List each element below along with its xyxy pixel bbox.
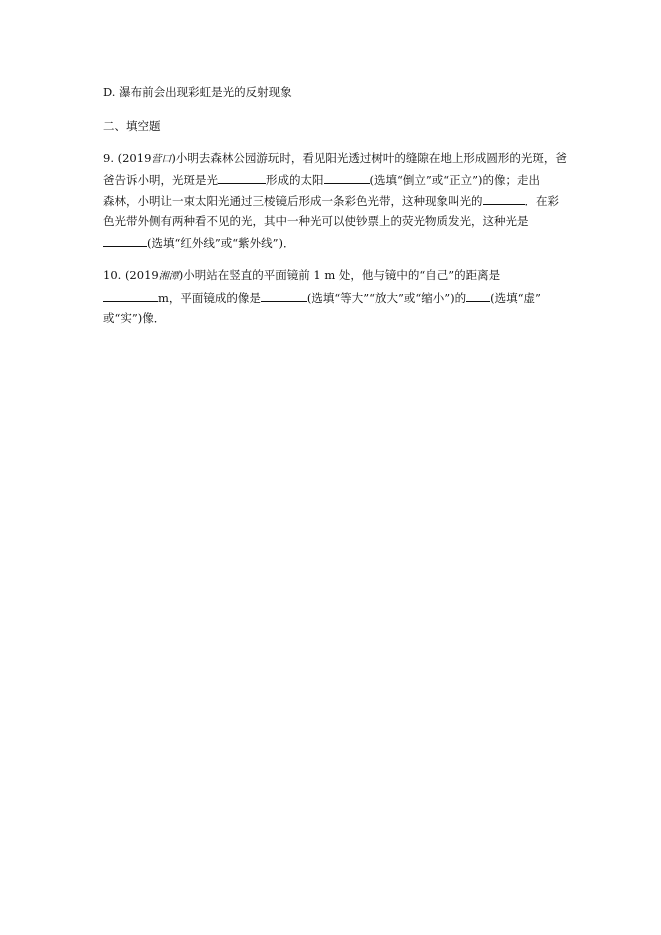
- answer-blank: [324, 172, 370, 184]
- q10-line-3: 或“实”)像．: [103, 311, 166, 325]
- q10-prefix: 10. (2019: [103, 268, 159, 282]
- q10-line-1-text: )小明站在竖直的平面镜前 1 m 处，他与镜中的“自己”的距离是: [178, 268, 501, 282]
- q9-prefix: 9. (2019: [103, 151, 152, 165]
- q9-line-2-c: (选填“倒立”或“正立”)的像；走出: [369, 173, 540, 187]
- answer-blank: [103, 290, 158, 302]
- q9-line-3-a: 森林，小明让一束太阳光通过三棱镜后形成一条彩色光带，这种现象叫光的: [103, 194, 483, 208]
- q10-source: 湘潭: [158, 271, 179, 282]
- q9-line-5: [103, 235, 295, 250]
- answer-blank: [466, 290, 490, 302]
- q10-line-2-d: (选填“虚”: [490, 291, 541, 305]
- q10-line-2-b: m，平面镜成的像是: [158, 291, 261, 305]
- q9-line-3: [103, 193, 559, 208]
- q9-source: 营口: [151, 154, 172, 165]
- q10-line-2-c: (选填“等大”“放大”或“缩小”)的: [306, 291, 467, 305]
- answer-blank: [483, 193, 525, 205]
- q10-line-1: [103, 268, 500, 284]
- q9-line-1: [103, 151, 567, 167]
- q9-line-2-b: 形成的太阳: [266, 173, 324, 187]
- q9-line-5-b: (选填“红外线”或“紫外线”)．: [147, 236, 295, 250]
- answer-blank: [261, 290, 307, 302]
- q10-line-2: [103, 290, 541, 305]
- q9-line-1-text: )小明去森林公园游玩时，看见阳光透过树叶的缝隙在地上形成圆形的光斑，爸: [171, 151, 567, 165]
- q9-line-2-a: 爸告诉小明，光斑是光: [103, 173, 218, 187]
- answer-blank: [103, 235, 147, 247]
- q9-line-2: [103, 172, 540, 187]
- answer-blank: [218, 172, 266, 184]
- section-title: 二、填空题: [103, 119, 161, 133]
- option-d: D. 瀑布前会出现彩虹是光的反射现象: [103, 85, 292, 99]
- q9-line-4: 色光带外侧有两种看不见的光，其中一种光可以使钞票上的荧光物质发光，这种光是: [103, 214, 529, 228]
- q9-line-3-b: ．在彩: [524, 194, 559, 208]
